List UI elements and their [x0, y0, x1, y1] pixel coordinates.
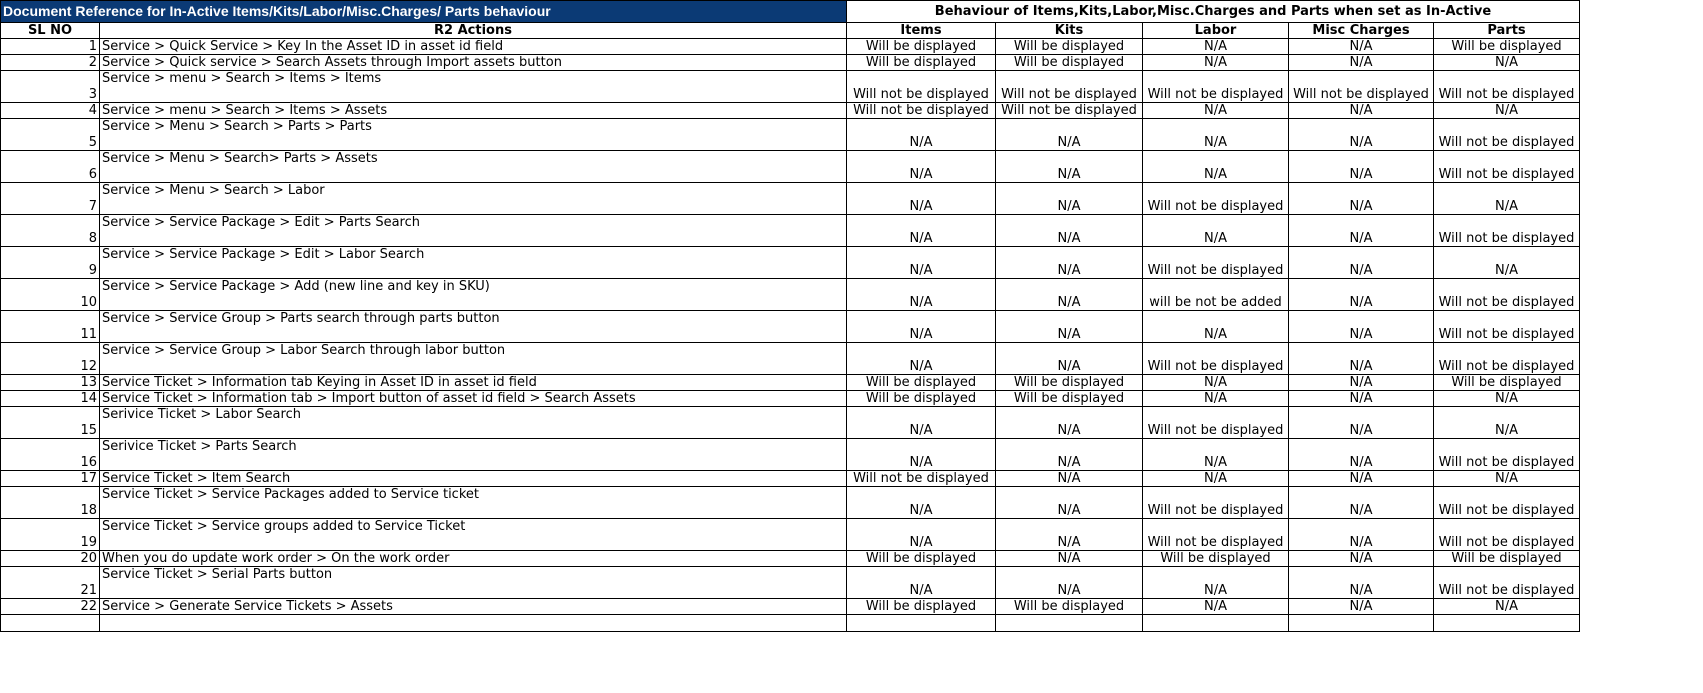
labor-cell: N/A — [1143, 375, 1289, 391]
sl-no-cell: 16 — [1, 439, 100, 471]
table-row — [1, 343, 1580, 375]
sl-no-cell: 18 — [1, 487, 100, 519]
table-row — [1, 247, 1580, 279]
misc-cell: Will not be displayed — [1289, 71, 1434, 103]
kits-cell: N/A — [996, 567, 1143, 599]
table-row — [1, 375, 1580, 391]
sl-no-cell: 9 — [1, 247, 100, 279]
parts-cell: Will not be displayed — [1434, 311, 1580, 343]
sl-no-cell: 15 — [1, 407, 100, 439]
table-row — [1, 215, 1580, 247]
labor-cell: N/A — [1143, 311, 1289, 343]
table-row — [1, 151, 1580, 183]
kits-cell: N/A — [996, 551, 1143, 567]
misc-cell: N/A — [1289, 471, 1434, 487]
action-cell: Service > menu > Search > Items > Assets — [100, 103, 847, 119]
kits-cell: N/A — [996, 311, 1143, 343]
sl-no-cell: 12 — [1, 343, 100, 375]
table-row — [1, 39, 1580, 55]
table-row — [1, 311, 1580, 343]
action-cell: Service > Menu > Search> Parts > Assets — [100, 151, 847, 183]
action-cell: Service > Service Package > Edit > Labor Search — [100, 247, 847, 279]
labor-cell: N/A — [1143, 151, 1289, 183]
parts-cell: Will not be displayed — [1434, 567, 1580, 599]
items-cell: Will be displayed — [847, 375, 996, 391]
parts-cell: Will be displayed — [1434, 551, 1580, 567]
misc-cell: N/A — [1289, 391, 1434, 407]
table-row — [1, 391, 1580, 407]
labor-cell: N/A — [1143, 471, 1289, 487]
parts-cell: N/A — [1434, 103, 1580, 119]
misc-cell: N/A — [1289, 551, 1434, 567]
items-cell: N/A — [847, 439, 996, 471]
action-cell: Service Ticket > Information tab > Import button of asset id field > Search Assets — [100, 391, 847, 407]
table-row — [1, 55, 1580, 71]
table-row — [1, 567, 1580, 599]
misc-cell: N/A — [1289, 151, 1434, 183]
sl-no-cell: 11 — [1, 311, 100, 343]
parts-cell: N/A — [1434, 391, 1580, 407]
action-cell: Service > Quick service > Search Assets through Import assets button — [100, 55, 847, 71]
table-row — [1, 71, 1580, 103]
kits-cell: N/A — [996, 407, 1143, 439]
sl-no-cell: 2 — [1, 55, 100, 71]
items-cell: N/A — [847, 247, 996, 279]
parts-cell: Will not be displayed — [1434, 71, 1580, 103]
col-header-labor: Labor — [1143, 23, 1289, 39]
misc-cell: N/A — [1289, 487, 1434, 519]
empty-row — [1, 615, 1580, 632]
action-cell: Service > menu > Search > Items > Items — [100, 71, 847, 103]
table-row — [1, 407, 1580, 439]
action-cell: Service Ticket > Service Packages added to Service ticket — [100, 487, 847, 519]
misc-cell: N/A — [1289, 311, 1434, 343]
action-cell: Service Ticket > Service groups added to Service Ticket — [100, 519, 847, 551]
action-cell: Service > Service Package > Edit > Parts Search — [100, 215, 847, 247]
table-row — [1, 103, 1580, 119]
labor-cell: Will not be displayed — [1143, 247, 1289, 279]
items-cell: N/A — [847, 119, 996, 151]
misc-cell: N/A — [1289, 599, 1434, 615]
items-cell: Will be displayed — [847, 551, 996, 567]
parts-cell: N/A — [1434, 183, 1580, 215]
action-cell: Service Ticket > Information tab Keying in Asset ID in asset id field — [100, 375, 847, 391]
parts-cell: Will not be displayed — [1434, 439, 1580, 471]
parts-cell: N/A — [1434, 471, 1580, 487]
action-cell: Service > Generate Service Tickets > Assets — [100, 599, 847, 615]
labor-cell: N/A — [1143, 567, 1289, 599]
sl-no-cell: 13 — [1, 375, 100, 391]
action-cell: Service > Service Package > Add (new line and key in SKU) — [100, 279, 847, 311]
col-header-kits: Kits — [996, 23, 1143, 39]
action-cell: Service Ticket > Item Search — [100, 471, 847, 487]
sl-no-cell: 4 — [1, 103, 100, 119]
items-cell: Will be displayed — [847, 599, 996, 615]
kits-cell: N/A — [996, 183, 1143, 215]
misc-cell: N/A — [1289, 343, 1434, 375]
sl-no-cell: 22 — [1, 599, 100, 615]
table-row — [1, 119, 1580, 151]
kits-cell: Will be displayed — [996, 599, 1143, 615]
items-cell: N/A — [847, 487, 996, 519]
labor-cell: Will not be displayed — [1143, 343, 1289, 375]
kits-cell: N/A — [996, 471, 1143, 487]
kits-cell: Will be displayed — [996, 55, 1143, 71]
kits-cell: N/A — [996, 279, 1143, 311]
action-cell: Service Ticket > Serial Parts button — [100, 567, 847, 599]
items-cell: Will not be displayed — [847, 103, 996, 119]
kits-cell: N/A — [996, 343, 1143, 375]
misc-cell: N/A — [1289, 567, 1434, 599]
action-cell: Service > Menu > Search > Parts > Parts — [100, 119, 847, 151]
kits-cell: Will be displayed — [996, 391, 1143, 407]
kits-cell: N/A — [996, 439, 1143, 471]
kits-cell: Will not be displayed — [996, 71, 1143, 103]
misc-cell: N/A — [1289, 183, 1434, 215]
sl-no-cell: 5 — [1, 119, 100, 151]
behaviour-title: Behaviour of Items,Kits,Labor,Misc.Charges and Parts when set as In-Active — [847, 1, 1580, 23]
action-cell: Service > Menu > Search > Labor — [100, 183, 847, 215]
parts-cell: Will not be displayed — [1434, 215, 1580, 247]
misc-cell: N/A — [1289, 519, 1434, 551]
action-cell: Serivice Ticket > Parts Search — [100, 439, 847, 471]
kits-cell: N/A — [996, 119, 1143, 151]
col-header-parts: Parts — [1434, 23, 1580, 39]
items-cell: N/A — [847, 215, 996, 247]
labor-cell: N/A — [1143, 391, 1289, 407]
kits-cell: N/A — [996, 247, 1143, 279]
labor-cell: N/A — [1143, 55, 1289, 71]
parts-cell: N/A — [1434, 599, 1580, 615]
labor-cell: Will not be displayed — [1143, 519, 1289, 551]
labor-cell: Will not be displayed — [1143, 487, 1289, 519]
misc-cell: N/A — [1289, 103, 1434, 119]
table-row — [1, 487, 1580, 519]
action-cell: Service > Quick Service > Key In the Asset ID in asset id field — [100, 39, 847, 55]
kits-cell: Will be displayed — [996, 375, 1143, 391]
misc-cell: N/A — [1289, 247, 1434, 279]
items-cell: N/A — [847, 311, 996, 343]
items-cell: Will be displayed — [847, 39, 996, 55]
labor-cell: Will not be displayed — [1143, 71, 1289, 103]
labor-cell: will be not be added — [1143, 279, 1289, 311]
misc-cell: N/A — [1289, 119, 1434, 151]
labor-cell: Will not be displayed — [1143, 407, 1289, 439]
items-cell: Will be displayed — [847, 55, 996, 71]
misc-cell: N/A — [1289, 439, 1434, 471]
items-cell: N/A — [847, 183, 996, 215]
parts-cell: N/A — [1434, 247, 1580, 279]
action-cell: Service > Service Group > Parts search through parts button — [100, 311, 847, 343]
misc-cell: N/A — [1289, 39, 1434, 55]
items-cell: N/A — [847, 519, 996, 551]
misc-cell: N/A — [1289, 407, 1434, 439]
table-row — [1, 183, 1580, 215]
kits-cell: N/A — [996, 487, 1143, 519]
parts-cell: Will be displayed — [1434, 39, 1580, 55]
sl-no-cell: 19 — [1, 519, 100, 551]
labor-cell: N/A — [1143, 103, 1289, 119]
parts-cell: Will be displayed — [1434, 375, 1580, 391]
parts-cell: Will not be displayed — [1434, 279, 1580, 311]
sl-no-cell: 14 — [1, 391, 100, 407]
labor-cell: N/A — [1143, 215, 1289, 247]
kits-cell: N/A — [996, 519, 1143, 551]
sl-no-cell: 8 — [1, 215, 100, 247]
sl-no-cell: 3 — [1, 71, 100, 103]
misc-cell: N/A — [1289, 55, 1434, 71]
col-header-misc: Misc Charges — [1289, 23, 1434, 39]
col-header-items: Items — [847, 23, 996, 39]
labor-cell: N/A — [1143, 599, 1289, 615]
kits-cell: N/A — [996, 151, 1143, 183]
table-row — [1, 599, 1580, 615]
items-cell: N/A — [847, 343, 996, 375]
misc-cell: N/A — [1289, 279, 1434, 311]
items-cell: Will not be displayed — [847, 471, 996, 487]
table-row — [1, 439, 1580, 471]
items-cell: N/A — [847, 151, 996, 183]
sl-no-cell: 21 — [1, 567, 100, 599]
parts-cell: N/A — [1434, 407, 1580, 439]
table-row — [1, 471, 1580, 487]
col-header-actions: R2 Actions — [100, 23, 847, 39]
items-cell: N/A — [847, 407, 996, 439]
sl-no-cell: 17 — [1, 471, 100, 487]
kits-cell: Will not be displayed — [996, 103, 1143, 119]
sl-no-cell: 10 — [1, 279, 100, 311]
items-cell: N/A — [847, 279, 996, 311]
table-row — [1, 551, 1580, 567]
sl-no-cell: 1 — [1, 39, 100, 55]
labor-cell: N/A — [1143, 119, 1289, 151]
parts-cell: Will not be displayed — [1434, 519, 1580, 551]
labor-cell: Will be displayed — [1143, 551, 1289, 567]
sl-no-cell: 6 — [1, 151, 100, 183]
sl-no-cell: 20 — [1, 551, 100, 567]
sl-no-cell: 7 — [1, 183, 100, 215]
action-cell: When you do update work order > On the work order — [100, 551, 847, 567]
labor-cell: N/A — [1143, 39, 1289, 55]
kits-cell: N/A — [996, 215, 1143, 247]
action-cell: Serivice Ticket > Labor Search — [100, 407, 847, 439]
kits-cell: Will be displayed — [996, 39, 1143, 55]
items-cell: Will be displayed — [847, 391, 996, 407]
misc-cell: N/A — [1289, 215, 1434, 247]
labor-cell: Will not be displayed — [1143, 183, 1289, 215]
parts-cell: N/A — [1434, 55, 1580, 71]
action-cell: Service > Service Group > Labor Search through labor button — [100, 343, 847, 375]
items-cell: N/A — [847, 567, 996, 599]
table-body — [1, 39, 1580, 615]
col-header-sl-no: SL NO — [1, 23, 100, 39]
parts-cell: Will not be displayed — [1434, 119, 1580, 151]
parts-cell: Will not be displayed — [1434, 343, 1580, 375]
document-title: Document Reference for In-Active Items/Kits/Labor/Misc.Charges/ Parts behaviour — [1, 1, 847, 23]
labor-cell: N/A — [1143, 439, 1289, 471]
table-row — [1, 279, 1580, 311]
misc-cell: N/A — [1289, 375, 1434, 391]
parts-cell: Will not be displayed — [1434, 487, 1580, 519]
items-cell: Will not be displayed — [847, 71, 996, 103]
table-row — [1, 519, 1580, 551]
parts-cell: Will not be displayed — [1434, 151, 1580, 183]
